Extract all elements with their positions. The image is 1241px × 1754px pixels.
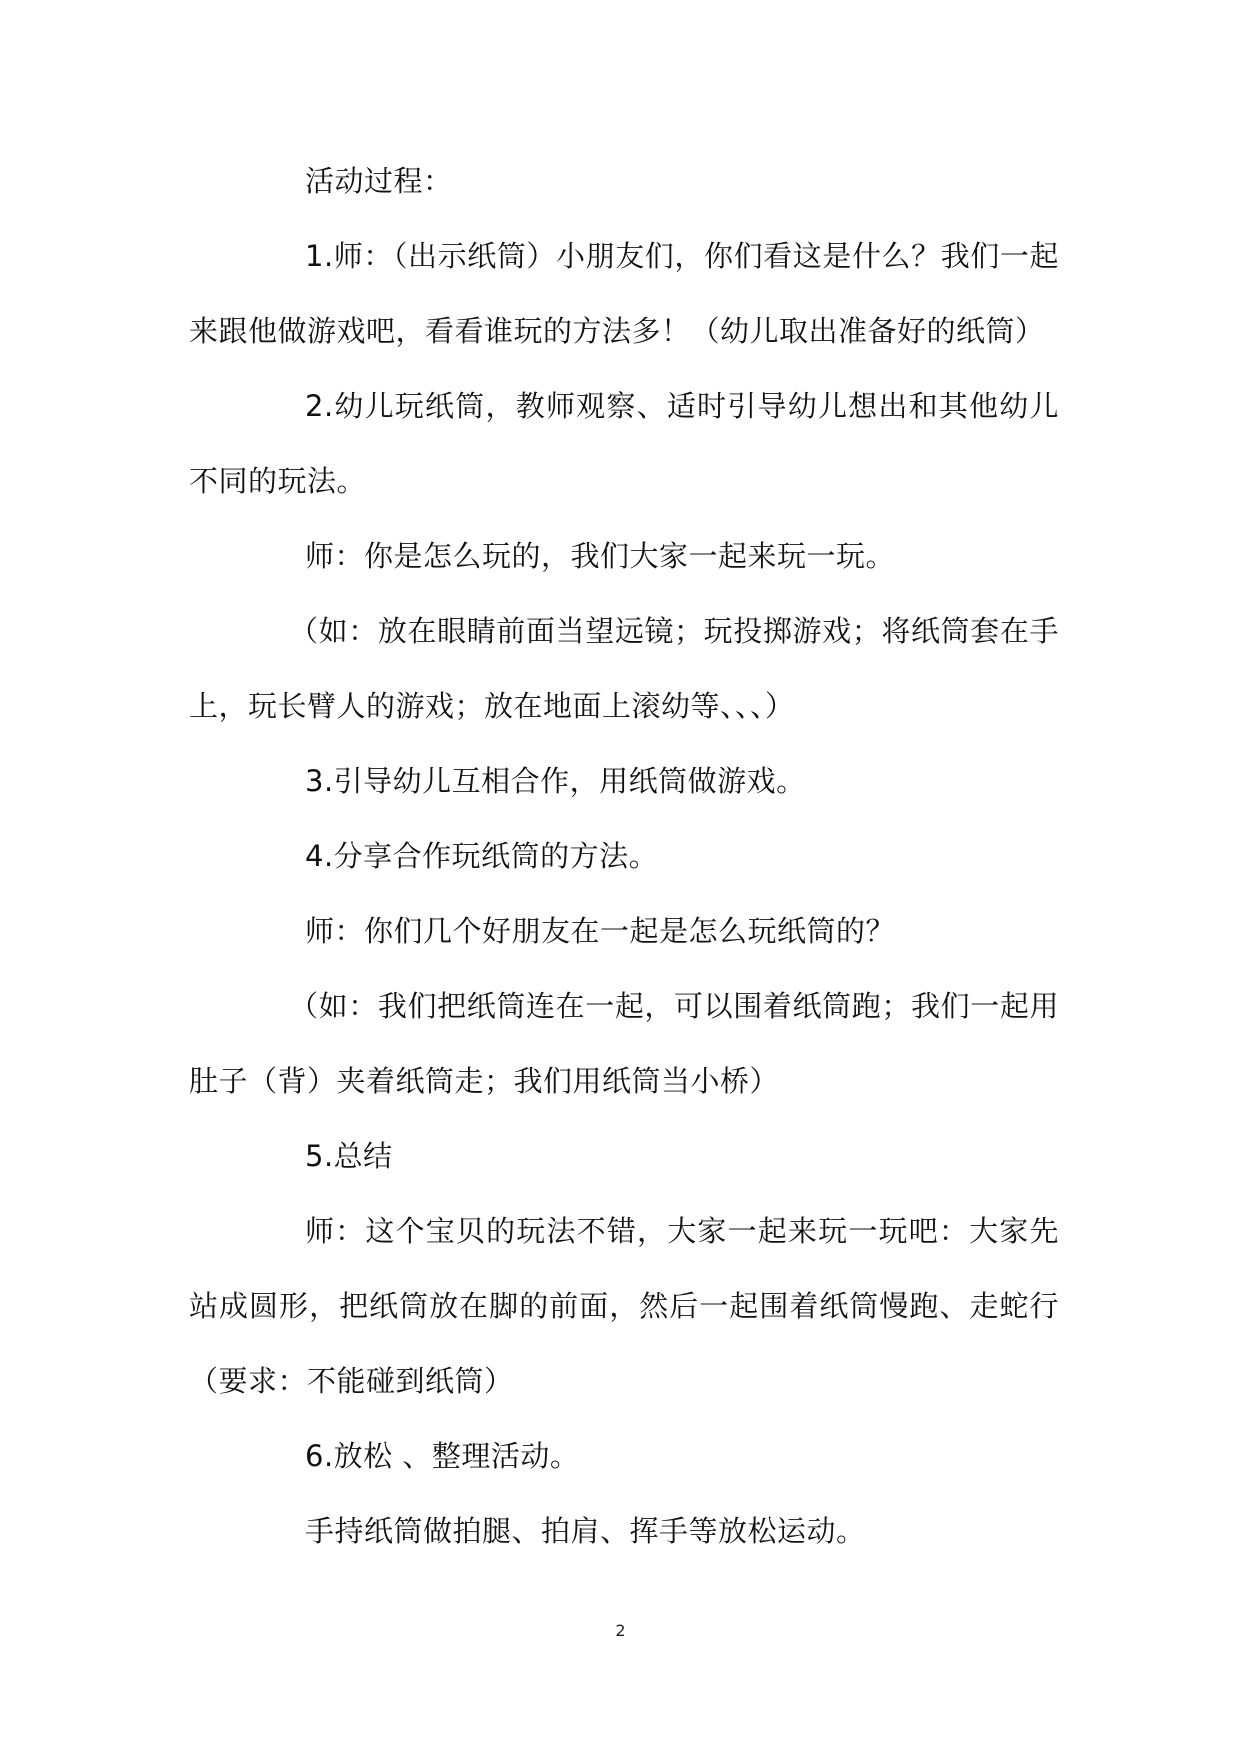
paragraph-step-5: 5.总结 bbox=[305, 1139, 393, 1173]
paragraph-relaxation: 手持纸筒做拍腿、拍肩、挥手等放松运动。 bbox=[305, 1514, 866, 1548]
paragraph-teacher-question-1: 师：你是怎么玩的，我们大家一起来玩一玩。 bbox=[305, 539, 896, 573]
paragraph-step-1: 1.师：（出示纸筒）小朋友们，你们看这是什么？我们一起来跟他做游戏吧，看看谁玩的方法多！（幼儿取出准备好的纸筒） bbox=[189, 239, 1059, 348]
section-heading: 活动过程： bbox=[305, 164, 453, 198]
paragraph-step-4: 4.分享合作玩纸筒的方法。 bbox=[305, 839, 659, 873]
page-number: 2 bbox=[615, 1621, 626, 1640]
paragraph-step-2: 2.幼儿玩纸筒，教师观察、适时引导幼儿想出和其他幼儿不同的玩法。 bbox=[189, 389, 1059, 498]
paragraph-example-1: （如：放在眼睛前面当望远镜；玩投掷游戏；将纸筒套在手上，玩长臂人的游戏；放在地面上滚幼等、、、） bbox=[189, 614, 1059, 723]
paragraph-step-6: 6.放松 、整理活动。 bbox=[305, 1439, 580, 1473]
paragraph-summary: 师：这个宝贝的玩法不错，大家一起来玩一玩吧：大家先站成圆形，把纸筒放在脚的前面，然后一起围着纸筒慢跑、走蛇行（要求：不能碰到纸筒） bbox=[189, 1214, 1059, 1398]
paragraph-step-3: 3.引导幼儿互相合作，用纸筒做游戏。 bbox=[305, 764, 806, 798]
paragraph-teacher-question-2: 师：你们几个好朋友在一起是怎么玩纸筒的？ bbox=[305, 914, 896, 948]
paragraph-example-2: （如：我们把纸筒连在一起，可以围着纸筒跑；我们一起用肚子（背）夹着纸筒走；我们用纸筒当小桥） bbox=[189, 989, 1059, 1098]
document-body bbox=[189, 144, 1059, 1569]
